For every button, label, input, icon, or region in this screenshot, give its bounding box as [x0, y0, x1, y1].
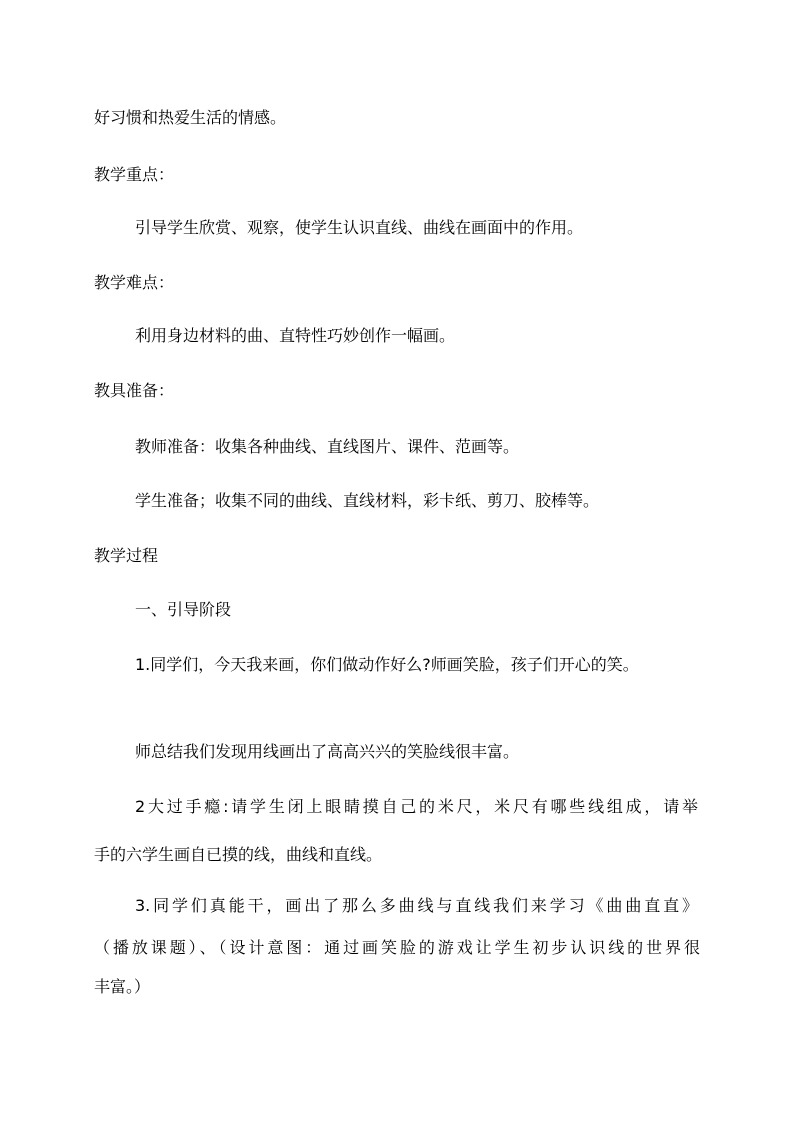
paragraph-step-1: 1.同学们，今天我来画，你们做动作好么?师画笑脸，孩子们开心的笑。: [135, 655, 639, 674]
paragraph-step-2-line-1: 2大过手瘾:请学生闭上眼睛摸自己的米尺，米尺有哪些线组成，请举: [135, 797, 698, 816]
paragraph-teacher-summary: 师总结我们发现用线画出了高高兴兴的笑脸线很丰富。: [135, 742, 520, 761]
paragraph-step-2-line-2: 手的六学生画自已摸的线，曲线和直线。: [94, 845, 383, 864]
paragraph-key-points: 引导学生欣赏、观察，使学生认识直线、曲线在画面中的作用。: [135, 218, 584, 237]
paragraph-difficulties: 利用身边材料的曲、直特性巧妙创作一幅画。: [135, 326, 456, 345]
paragraph-step-3-line-2: （播放课题）、（设计意图：通过画笑脸的游戏让学生初步认识线的世界很: [94, 938, 700, 957]
paragraph-teacher-prep: 教师准备：收集各种曲线、直线图片、课件、范画等。: [135, 437, 520, 456]
paragraph-step-3-line-1: 3.同学们真能干，画出了那么多曲线与直线我们来学习《曲曲直直》: [135, 896, 698, 915]
paragraph-student-prep: 学生准备；收集不同的曲线、直线材料，彩卡纸、剪刀、胶棒等。: [135, 491, 600, 510]
section-heading-process: 教学过程: [94, 546, 159, 565]
paragraph-step-3-line-3: 丰富。）: [94, 977, 151, 996]
section-heading-key-points: 教学重点：: [94, 165, 175, 184]
section-heading-materials: 教具准备：: [94, 381, 175, 400]
section-heading-difficulties: 教学难点：: [94, 273, 175, 292]
paragraph-line: 好习惯和热爱生活的情感。: [94, 108, 287, 127]
subheading-guide-stage: 一、引导阶段: [135, 600, 232, 619]
